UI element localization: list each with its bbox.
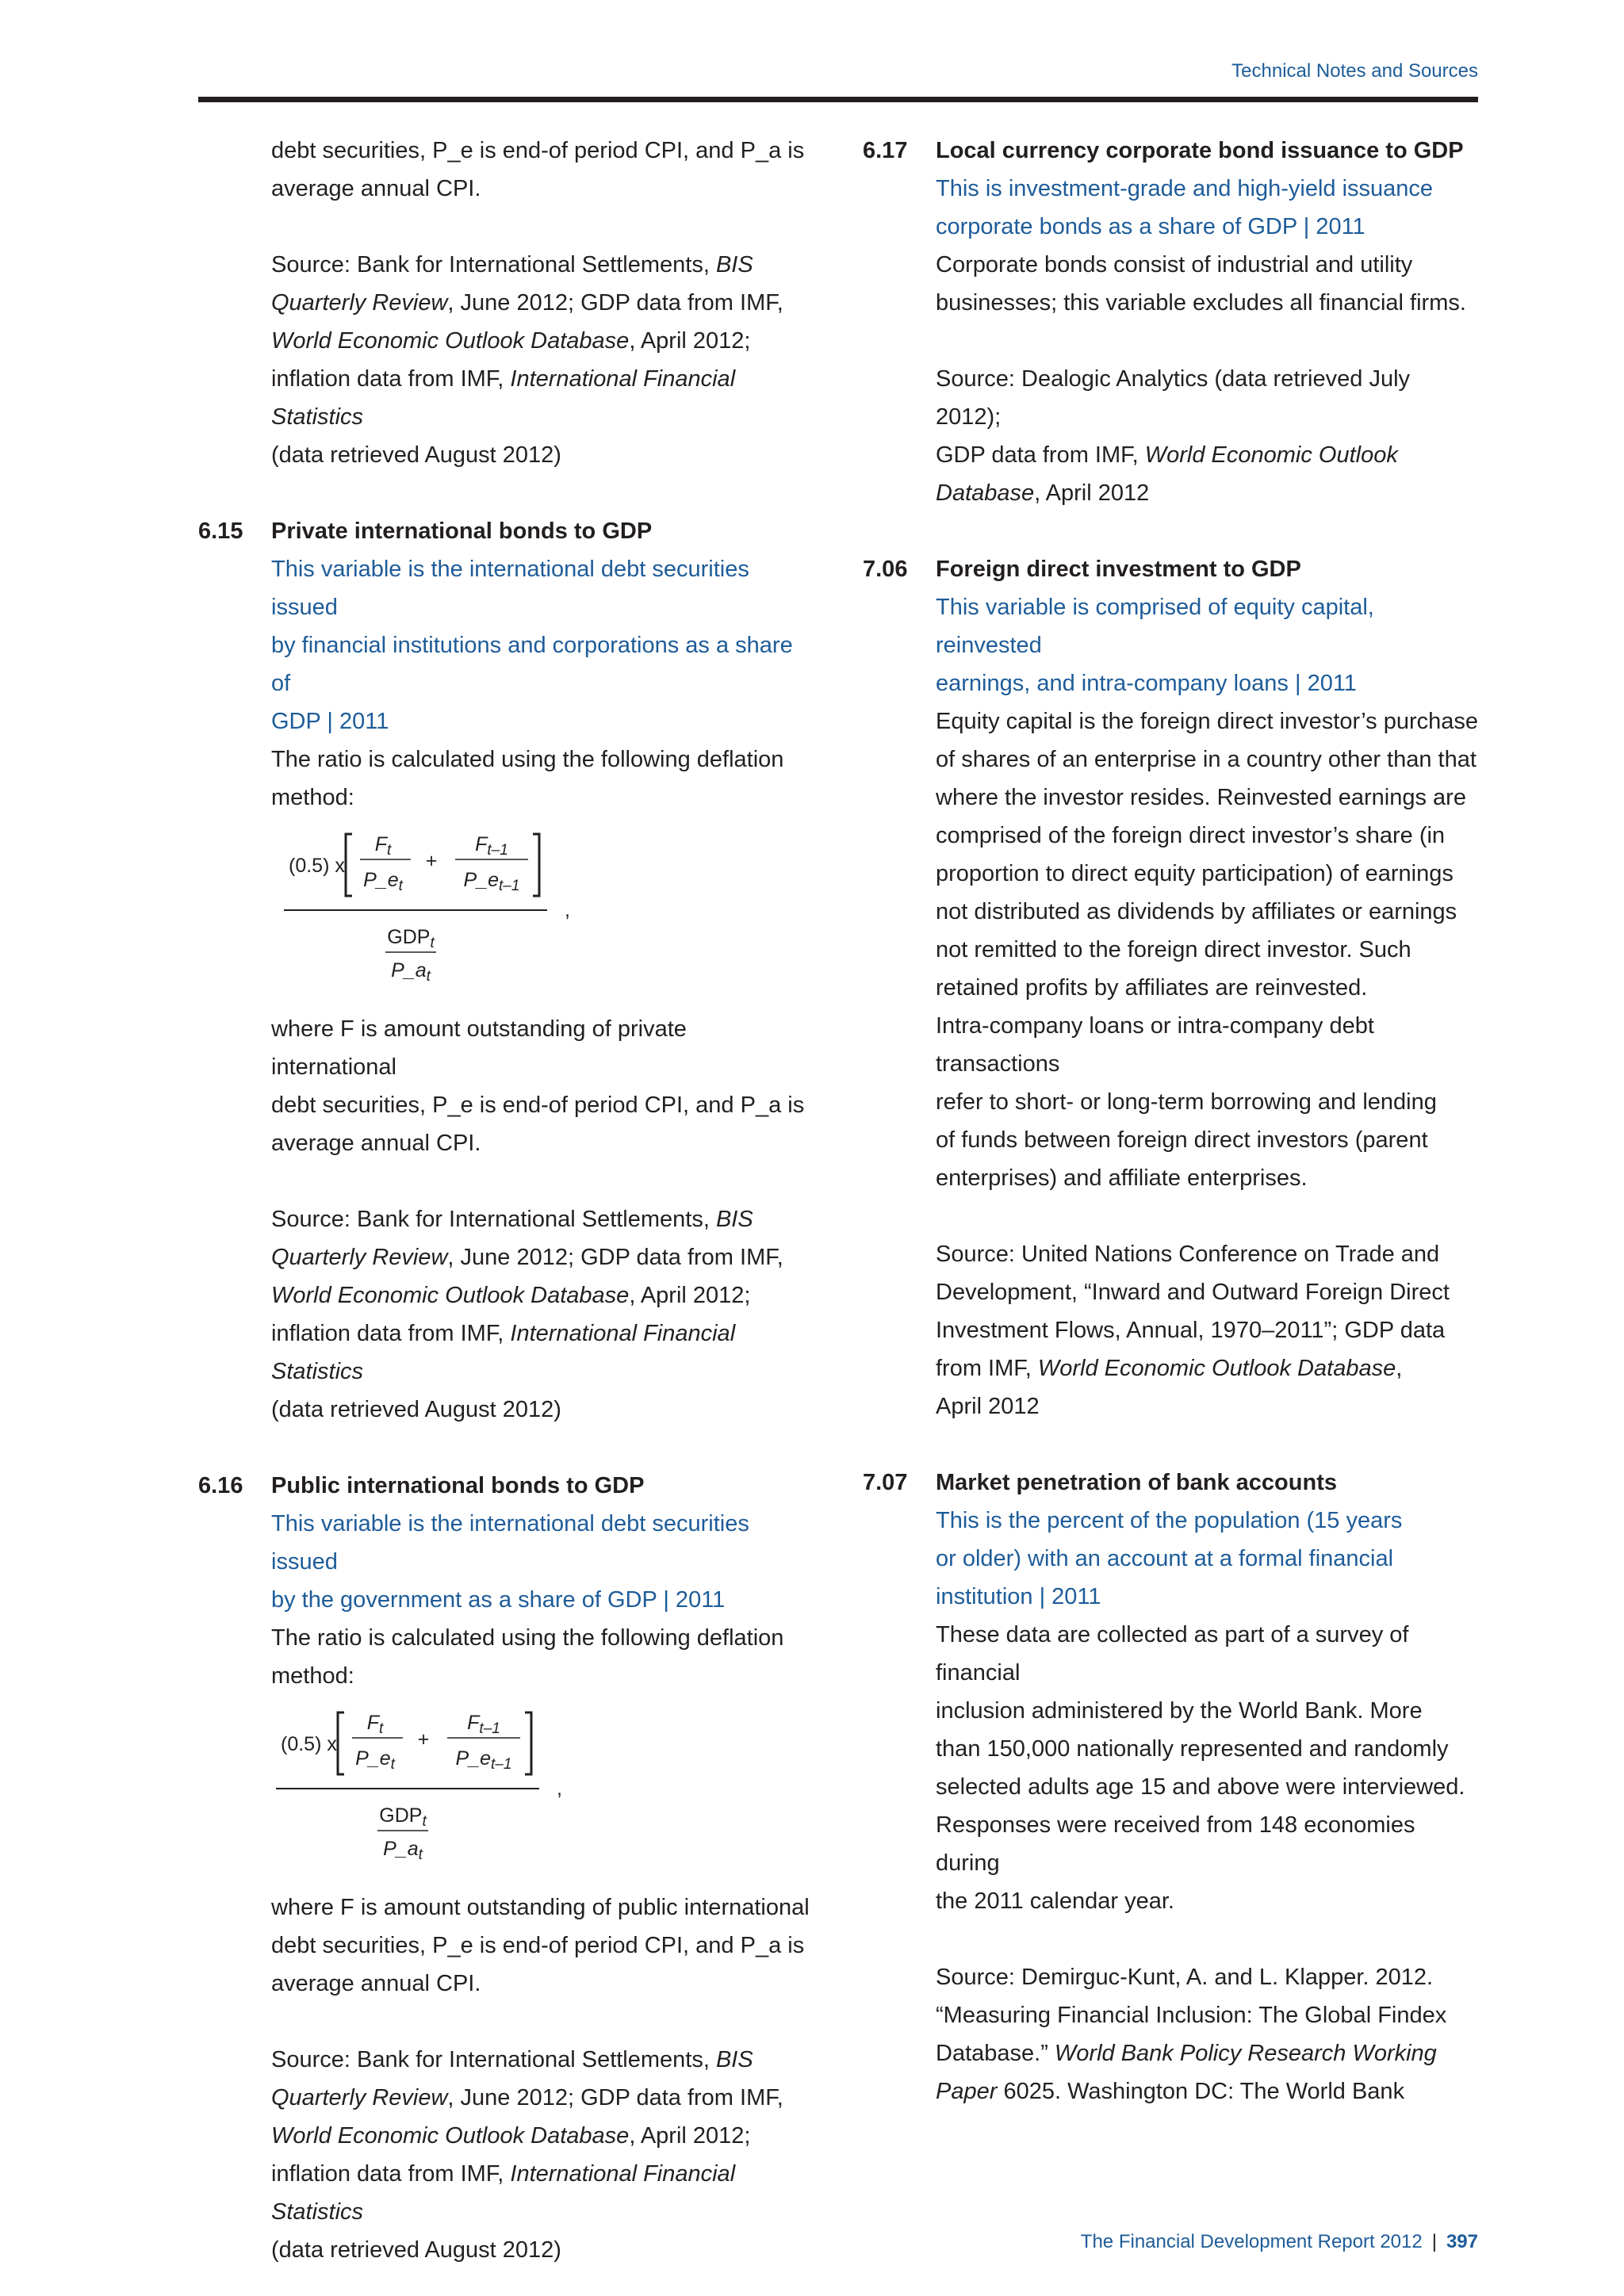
body-line: proportion to direct equity participation) of earnings: [936, 861, 1454, 886]
text-line: debt securities, P_e is end-of period CPI, and P_a is: [271, 138, 805, 163]
numerator-f-prev: $F_{t-1}$: [475, 833, 508, 859]
source-text: (data retrieved August 2012): [271, 2237, 561, 2263]
section-title: Market penetration of bank accounts: [936, 1470, 1337, 1495]
body-line: businesses; this variable excludes all financial firms.: [936, 290, 1466, 316]
section-6-16: [198, 1467, 817, 2269]
header-title: Technical Notes and Sources: [1231, 60, 1478, 82]
source-italic: Quarterly Review: [271, 1245, 448, 1270]
section-description: by financial institutions and corporations as a share of: [271, 633, 793, 696]
source-text: April 2012: [936, 1394, 1040, 1419]
right-bracket: [533, 834, 539, 896]
pa-term: $P\_a_t$: [391, 959, 431, 985]
body-line: not distributed as dividends by affiliates or earnings: [936, 899, 1457, 924]
body-line: These data are collected as part of a survey of financial: [936, 1622, 1409, 1686]
body-line: Equity capital is the foreign direct investor’s purchase: [936, 709, 1479, 734]
source-block: [936, 360, 1481, 512]
where-line: average annual CPI.: [271, 1131, 481, 1156]
source-text: inflation data from IMF,: [271, 366, 511, 392]
section-description: This variable is the international debt securities issued: [271, 1511, 749, 1575]
source-italic: BIS: [715, 252, 753, 277]
section-description: This variable is comprised of equity capital, reinvested: [936, 595, 1374, 658]
denominator-pe-prev: $P\_e_{t-1}$: [463, 869, 520, 894]
where-line: where F is amount outstanding of private international: [271, 1016, 687, 1080]
gdp-term: $GDP_t$: [379, 1804, 427, 1830]
section-description: This variable is the international debt securities issued: [271, 557, 749, 620]
numerator-f-prev: $F_{t-1}$: [467, 1712, 500, 1737]
source-text: Source: Bank for International Settlements,: [271, 2047, 716, 2072]
source-text: , April 2012;: [629, 328, 751, 354]
body-line: comprised of the foreign direct investor’s share (in: [936, 823, 1446, 848]
source-italic: BIS: [715, 1207, 753, 1232]
footer-report-title: The Financial Development Report 2012: [1080, 2231, 1423, 2252]
section-description: or older) with an account at a formal financial: [936, 1546, 1394, 1571]
source-block: [936, 1235, 1481, 1425]
source-text: Source: Bank for International Settlements,: [271, 252, 716, 277]
body-line: Corporate bonds consist of industrial and utility: [936, 252, 1413, 277]
denominator-pe: $P\_e_t$: [355, 1747, 395, 1773]
source-text: (data retrieved August 2012): [271, 442, 561, 468]
source-italic: World Economic Outlook Database: [271, 2123, 630, 2149]
section-description: This is the percent of the population (15 years: [936, 1508, 1403, 1533]
source-text: , April 2012;: [629, 2123, 751, 2149]
body-line: The ratio is calculated using the following deflation: [271, 1625, 784, 1651]
numerator-f: $F_t$: [366, 1712, 384, 1737]
body-line: method:: [271, 1663, 354, 1689]
body-line: of shares of an enterprise in a country other than that: [936, 747, 1477, 772]
where-line: average annual CPI.: [271, 1971, 481, 1996]
section-number: 6.15: [198, 519, 243, 544]
source-text: “Measuring Financial Inclusion: The Global Findex: [936, 2003, 1447, 2028]
source-text: ,: [1396, 1356, 1403, 1381]
source-italic: International Financial Statistics: [271, 1321, 736, 1384]
body-line: inclusion administered by the World Bank. More: [936, 1698, 1423, 1724]
source-text: Database.”: [936, 2041, 1055, 2066]
section-description: institution | 2011: [936, 1584, 1101, 1609]
section-number: 7.06: [863, 557, 908, 582]
body-line: selected adults age 15 and above were interviewed.: [936, 1774, 1465, 1800]
section-number: 6.16: [198, 1473, 243, 1498]
header-rule: [198, 97, 1478, 102]
section-description: GDP | 2011: [271, 709, 389, 734]
section-description: corporate bonds as a share of GDP | 2011: [936, 214, 1365, 239]
source-italic: International Financial Statistics: [271, 366, 736, 430]
source-block: [271, 1200, 817, 1429]
section-6-15: [198, 512, 817, 1429]
section-title: Foreign direct investment to GDP: [936, 557, 1301, 582]
body-line: of funds between foreign direct investors (parent: [936, 1127, 1428, 1153]
source-text: , April 2012: [1034, 480, 1150, 506]
footer-separator: |: [1431, 2231, 1437, 2252]
source-italic: World Bank Policy Research Working: [1054, 2041, 1437, 2066]
pa-term: $P\_a_t$: [383, 1838, 423, 1863]
body-line: Intra-company loans or intra-company debt transactions: [936, 1013, 1374, 1077]
section-continuation: [198, 132, 817, 474]
source-text: inflation data from IMF,: [271, 1321, 511, 1346]
section-number: 7.07: [863, 1470, 908, 1495]
source-italic: World Economic Outlook Database: [271, 328, 630, 354]
body-line: The ratio is calculated using the following deflation: [271, 747, 784, 772]
denominator-pe-prev: $P\_e_{t-1}$: [455, 1747, 512, 1773]
plus-sign: +: [425, 850, 438, 872]
left-bracket: [338, 1712, 344, 1774]
formula-comma: ,: [557, 1777, 562, 1800]
source-text: 6025. Washington DC: The World Bank: [997, 2079, 1405, 2104]
text-line: average annual CPI.: [271, 176, 481, 201]
section-7-06: [863, 550, 1481, 1425]
body-line: refer to short- or long-term borrowing and lending: [936, 1089, 1437, 1115]
section-title: Private international bonds to GDP: [271, 519, 653, 544]
section-description: by the government as a share of GDP | 2011: [271, 1587, 726, 1613]
source-italic: World Economic Outlook Database: [271, 1283, 630, 1308]
section-7-07: [863, 1464, 1481, 2110]
source-text: Source: Demirguc-Kunt, A. and L. Klapper. 2012.: [936, 1965, 1434, 1990]
body-line: where the investor resides. Reinvested earnings are: [936, 785, 1466, 810]
body-line: Responses were received from 148 economies during: [936, 1812, 1415, 1876]
deflation-formula: [270, 817, 817, 1001]
body-line: enterprises) and affiliate enterprises.: [936, 1165, 1308, 1191]
source-text: inflation data from IMF,: [271, 2161, 511, 2187]
body-line: not remitted to the foreign direct investor. Such: [936, 937, 1411, 962]
deflation-formula: [270, 1695, 817, 1879]
source-block: [271, 246, 817, 474]
section-description: This is investment-grade and high-yield issuance: [936, 176, 1434, 201]
plus-sign: +: [417, 1728, 430, 1751]
source-italic: Paper: [936, 2079, 998, 2104]
right-column: [863, 132, 1481, 2110]
section-description: earnings, and intra-company loans | 2011: [936, 671, 1357, 696]
source-text: , June 2012; GDP data from IMF,: [447, 2085, 783, 2110]
where-line: where F is amount outstanding of public international: [271, 1895, 810, 1920]
source-text: , June 2012; GDP data from IMF,: [447, 290, 783, 316]
source-text: , April 2012;: [629, 1283, 751, 1308]
source-italic: Database: [936, 480, 1035, 506]
section-title: Public international bonds to GDP: [271, 1473, 645, 1498]
body-line: method:: [271, 785, 354, 810]
body-line: than 150,000 nationally represented and randomly: [936, 1736, 1449, 1762]
source-italic: World Economic Outlook Database: [1037, 1356, 1396, 1381]
source-italic: BIS: [715, 2047, 753, 2072]
section-6-17: [863, 132, 1481, 512]
gdp-term: $GDP_t$: [387, 926, 435, 951]
where-line: debt securities, P_e is end-of period CPI, and P_a is: [271, 1093, 805, 1118]
left-bracket: [346, 834, 352, 896]
body-line: retained profits by affiliates are reinvested.: [936, 975, 1368, 1001]
source-text: Source: United Nations Conference on Trade and: [936, 1242, 1440, 1267]
source-italic: Quarterly Review: [271, 290, 448, 316]
formula-factor: (0.5) x: [289, 855, 345, 877]
source-block: [271, 2041, 817, 2269]
source-italic: International Financial Statistics: [271, 2161, 736, 2225]
page-footer: [1081, 2226, 1478, 2258]
source-text: Source: Bank for International Settlements,: [271, 1207, 716, 1232]
source-text: Investment Flows, Annual, 1970–2011”; GDP data: [936, 1318, 1446, 1343]
formula-comma: ,: [565, 899, 570, 921]
source-text: (data retrieved August 2012): [271, 1397, 561, 1422]
left-column: [198, 132, 817, 2269]
page-number: 397: [1446, 2231, 1478, 2252]
source-text: , June 2012; GDP data from IMF,: [447, 1245, 783, 1270]
source-block: [936, 1958, 1481, 2110]
source-text: Source: Dealogic Analytics (data retrieved July 2012);: [936, 366, 1411, 430]
numerator-f: $F_t$: [374, 833, 392, 859]
source-italic: World Economic Outlook: [1144, 442, 1398, 468]
right-bracket: [525, 1712, 531, 1774]
source-text: Development, “Inward and Outward Foreign Direct: [936, 1280, 1450, 1305]
body-line: the 2011 calendar year.: [936, 1888, 1174, 1914]
source-text: from IMF,: [936, 1356, 1038, 1381]
section-number: 6.17: [863, 138, 908, 163]
source-text: GDP data from IMF,: [936, 442, 1145, 468]
where-line: debt securities, P_e is end-of period CPI, and P_a is: [271, 1933, 805, 1958]
section-title: Local currency corporate bond issuance to GDP: [936, 138, 1464, 163]
formula-factor: (0.5) x: [281, 1733, 337, 1755]
source-italic: Quarterly Review: [271, 2085, 448, 2110]
denominator-pe: $P\_e_t$: [363, 869, 403, 894]
